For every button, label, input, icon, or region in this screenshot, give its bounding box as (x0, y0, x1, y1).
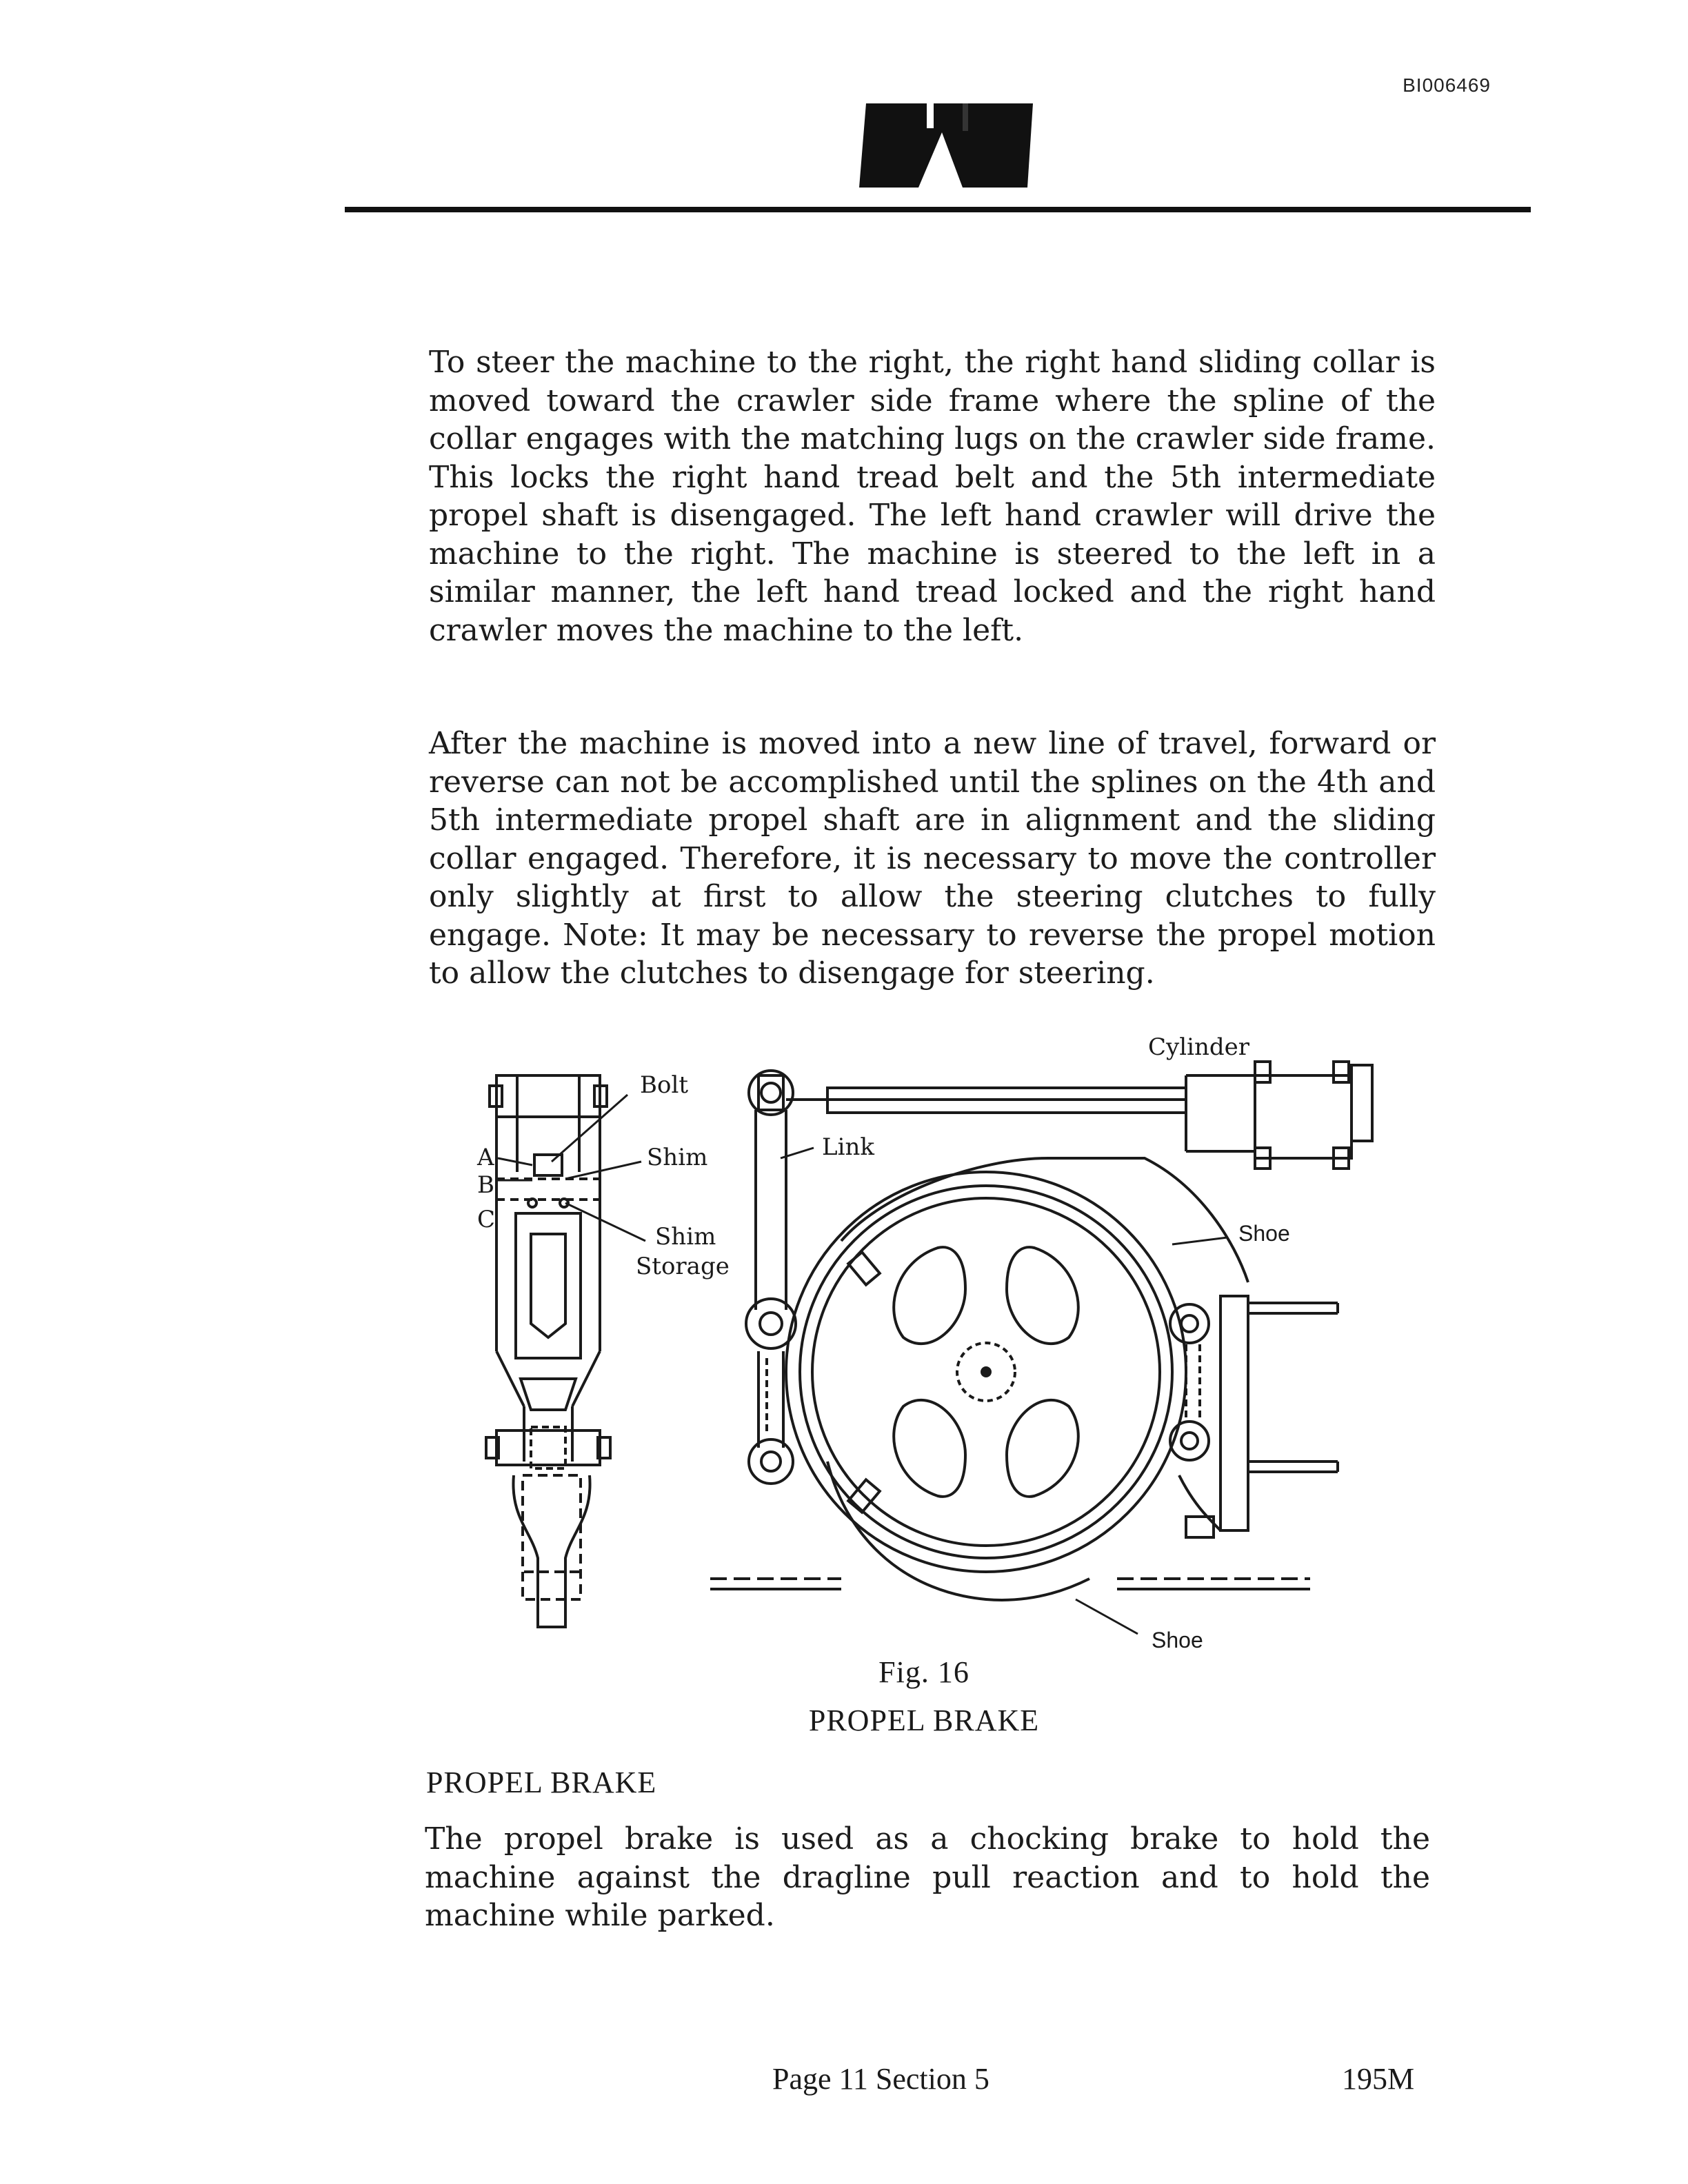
label-shim-storage-line1: Shim (655, 1223, 716, 1251)
label-c: C (477, 1206, 496, 1233)
section-heading: PROPEL BRAKE (426, 1766, 657, 1799)
label-shim-storage-line2: Storage (636, 1253, 730, 1280)
figure-title: PROPEL BRAKE (808, 1703, 1040, 1737)
document-id: BI006469 (1403, 74, 1491, 96)
leader-lines (498, 1095, 1227, 1634)
label-shoe-upper: Shoe (1238, 1221, 1290, 1246)
label-bolt: Bolt (640, 1071, 688, 1099)
label-shim: Shim (647, 1144, 708, 1171)
figure-number: Fig. 16 (878, 1655, 969, 1689)
brake-link (746, 1110, 796, 1484)
propel-brake-diagram (455, 1034, 1386, 1668)
label-link: Link (822, 1133, 874, 1161)
brake-linkage-side-view (486, 1075, 610, 1627)
alignment-paragraph: After the machine is moved into a new line of travel, forward or reverse can not be accomplished until the splines on the 4th and 5th intermediate propel shaft are in alignment and the sliding collar engaged. Therefore, it is necessary to move the controller only slightly at first to allow the steering clutches to fully engage. Note: It may be necessary to reverse the propel motion to allow the clutches to disengage for steering. (429, 726, 1436, 991)
m-logo-icon (859, 103, 1033, 188)
label-shoe-lower: Shoe (1152, 1628, 1203, 1652)
label-b: B (477, 1171, 494, 1199)
header-rule (345, 207, 1531, 212)
steering-paragraph: To steer the machine to the right, the right hand sliding collar is moved toward the crawler side frame where the spline of the collar engages with the matching lugs on the crawler side frame. This locks the right hand tread belt and the 5th intermediate propel shaft is disengaged. The left hand crawler will drive the machine to the right. The machine is steered to the left in a similar manner, the left hand tread locked and the right hand crawler moves the machine to the left. (429, 345, 1436, 648)
model-number: 195M (1342, 2062, 1415, 2096)
label-a: A (477, 1144, 494, 1171)
shoe-bracket (1170, 1296, 1338, 1537)
propel-brake-paragraph: The propel brake is used as a chocking brake to hold the machine against the dragline pull reaction and to hold the machine while parked. (425, 1821, 1430, 1933)
label-cylinder: Cylinder (1148, 1034, 1250, 1061)
page-number: Page 11 Section 5 (772, 2062, 989, 2096)
